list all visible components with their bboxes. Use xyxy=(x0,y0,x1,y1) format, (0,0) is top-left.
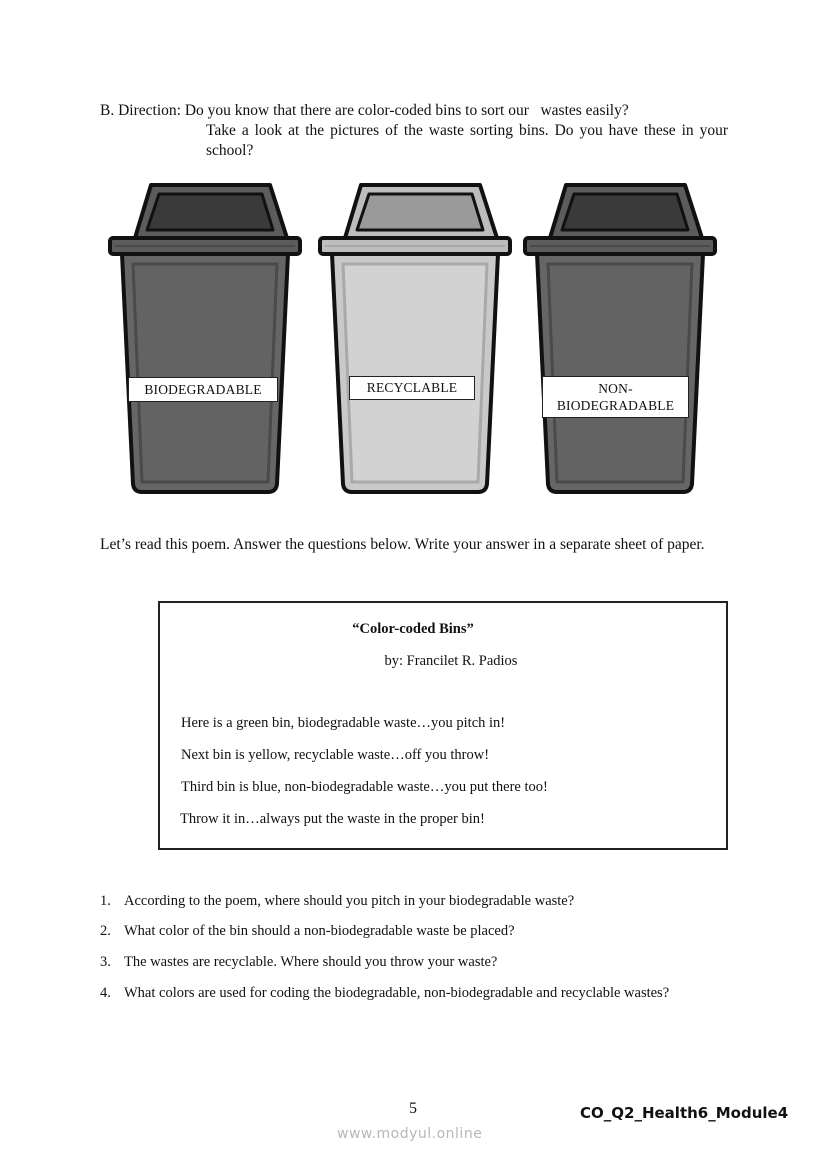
direction-line-2: Take a look at the pictures of the waste sorting bins. Do you have these in your school? xyxy=(206,122,728,159)
question-text: The wastes are recyclable. Where should you throw your waste? xyxy=(124,954,498,970)
question-item xyxy=(100,983,690,1003)
question-text: According to the poem, where should you pitch in your biodegradable waste? xyxy=(124,893,575,909)
module-code: CO_Q2_Health6_Module4 xyxy=(580,1104,789,1122)
bin-label-text: BIODEGRADABLE xyxy=(556,398,675,413)
bin-label-biodegradable xyxy=(128,377,278,402)
poem-line: Next bin is yellow, recyclable waste…off you throw! xyxy=(181,747,490,763)
question-number: 3. xyxy=(100,954,111,970)
poem-line: Here is a green bin, biodegradable waste…you pitch in! xyxy=(181,715,506,731)
direction-paragraph xyxy=(100,101,728,161)
page-number: 5 xyxy=(409,1100,417,1117)
bin-label-text: RECYCLABLE xyxy=(366,380,458,395)
poem-line: Throw it in…always put the waste in the proper bin! xyxy=(180,811,485,827)
bin-label-non-biodegradable xyxy=(542,376,689,418)
bin-label-recyclable xyxy=(349,376,475,400)
bin-label-text: BIODEGRADABLE xyxy=(144,382,262,397)
question-text: What colors are used for coding the biodegradable, non-biodegradable and recyclable wastes? xyxy=(124,985,670,1001)
direction-line-1: Do you know that there are color-coded bins to sort our wastes easily? xyxy=(184,102,629,119)
question-number: 1. xyxy=(100,893,111,909)
question-item xyxy=(100,891,728,911)
question-item xyxy=(100,921,728,941)
question-number: 4. xyxy=(100,985,111,1001)
trash-bin-icon xyxy=(520,180,720,500)
question-item xyxy=(100,952,728,972)
recyclable-bin xyxy=(315,180,515,500)
poem-title: “Color-coded Bins” xyxy=(352,621,474,637)
question-number: 2. xyxy=(100,923,111,939)
poem-box xyxy=(158,601,728,850)
trash-bin-icon xyxy=(105,180,305,500)
direction-label: B. Direction: xyxy=(100,102,181,119)
poem-author: by: Francilet R. Padios xyxy=(384,653,518,669)
poem-line: Third bin is blue, non-biodegradable waste…you put there too! xyxy=(181,779,548,795)
waste-bins-illustration xyxy=(105,180,720,500)
instructions-text: Let’s read this poem. Answer the questions below. Write your answer in a separate sheet of paper. xyxy=(100,536,705,553)
question-text: What color of the bin should a non-biodegradable waste be placed? xyxy=(124,923,515,939)
biodegradable-bin xyxy=(105,180,305,500)
watermark: www.modyul.online xyxy=(337,1126,483,1142)
trash-bin-icon xyxy=(315,180,515,500)
non-biodegradable-bin xyxy=(520,180,720,500)
bin-label-text: NON- xyxy=(598,381,633,396)
